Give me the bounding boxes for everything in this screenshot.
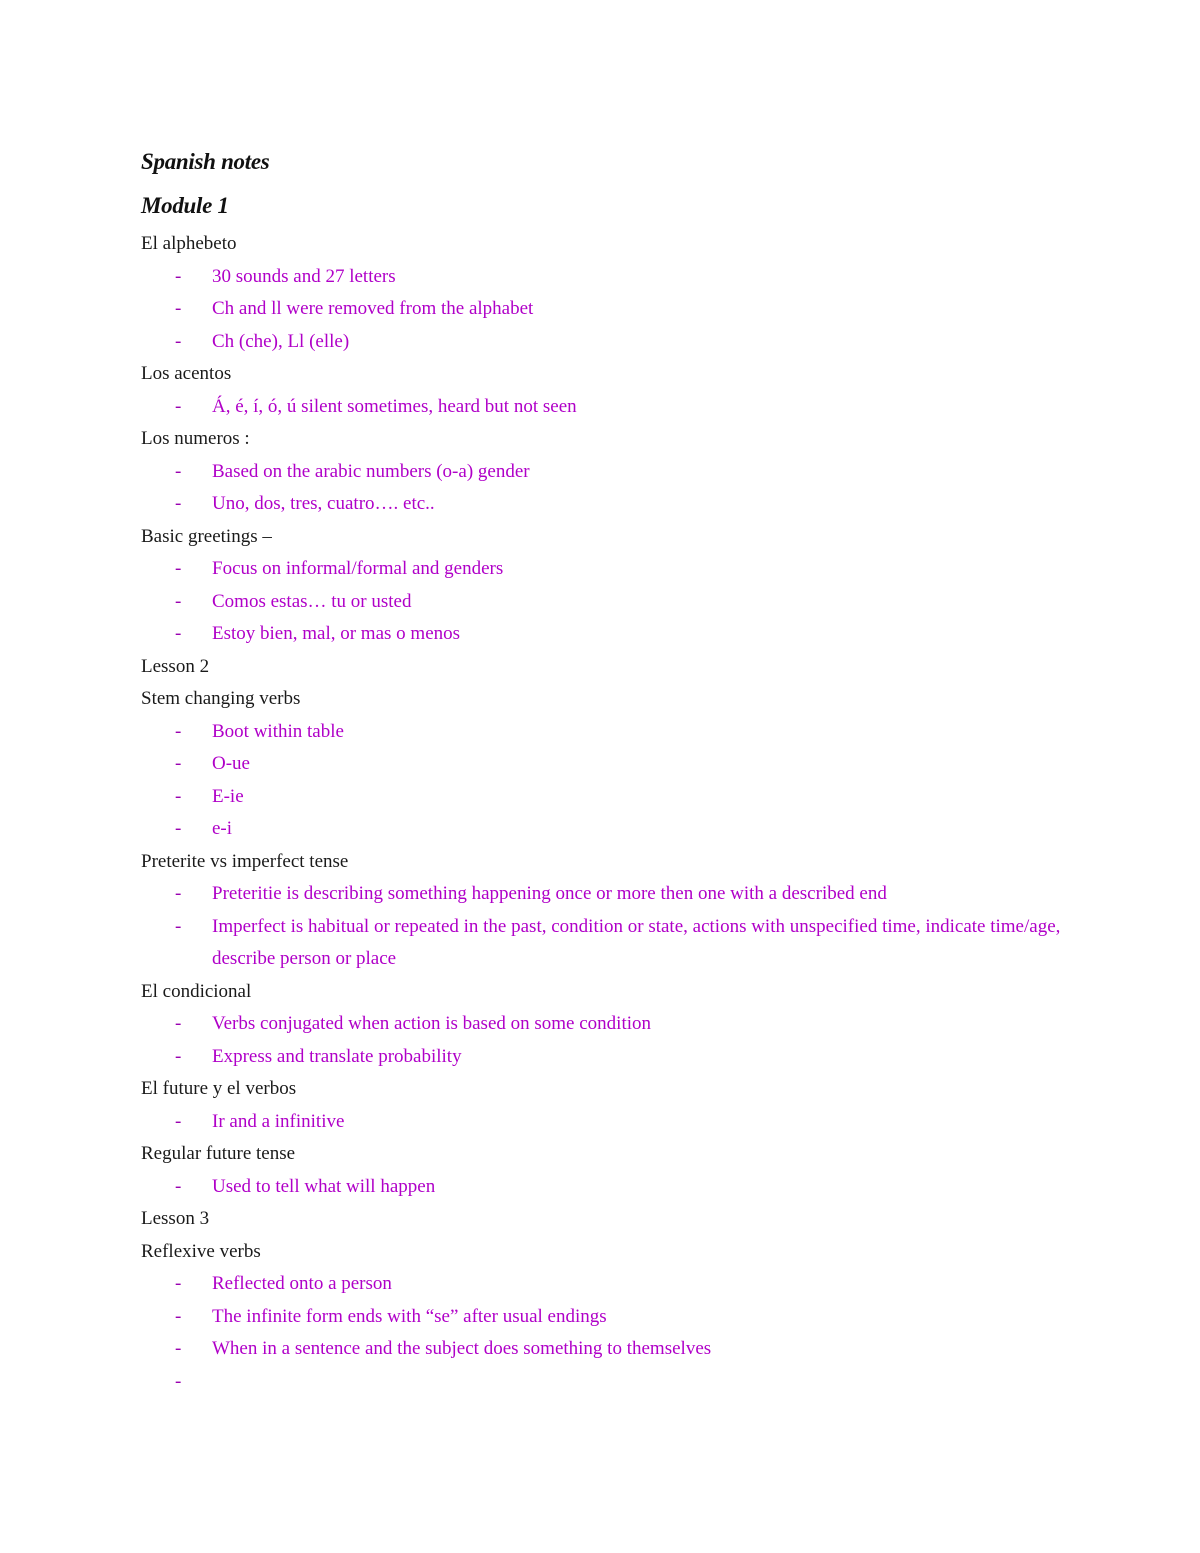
section-heading: Stem changing verbs [141, 688, 301, 709]
bullet-item [141, 293, 1081, 326]
bullet-item [141, 878, 1081, 911]
section-heading: Reflexive verbs [141, 1240, 261, 1262]
dash-bullet-icon: - [175, 395, 182, 417]
dash-bullet-icon: - [175, 883, 182, 904]
bullet-text: O-ue [212, 753, 250, 774]
bullet-item [141, 261, 1081, 294]
bullet-item [141, 488, 1081, 521]
bullet-item [141, 1106, 1081, 1139]
bullet-item [141, 391, 1081, 424]
dash-bullet-icon: - [175, 785, 182, 807]
section-heading: Lesson 3 [141, 1208, 210, 1229]
dash-bullet-icon: - [175, 460, 182, 482]
bullet-text: Used to tell what will happen [212, 1175, 436, 1197]
section-heading: El future y el verbos [141, 1078, 297, 1099]
bullet-item [141, 1171, 1081, 1204]
bullet-text: Based on the arabic numbers (o-a) gender [212, 460, 530, 482]
bullet-item [141, 1008, 1081, 1041]
bullet-text: e-i [212, 818, 233, 839]
bullet-item [141, 716, 1081, 749]
bullet-item [141, 1301, 1081, 1334]
bullet-text: Estoy bien, mal, or mas o menos [212, 623, 461, 644]
dash-bullet-icon: - [175, 1338, 182, 1359]
document-page [141, 140, 1081, 1398]
dash-bullet-icon: - [175, 590, 182, 612]
bullet-item [141, 781, 1081, 814]
bullet-text: Focus on informal/formal and genders [212, 558, 504, 579]
dash-bullet-icon: - [175, 720, 182, 742]
dash-bullet-icon: - [175, 265, 182, 287]
dash-bullet-icon: - [175, 298, 182, 319]
bullet-text: 30 sounds and 27 letters [212, 265, 396, 287]
bullet-item [141, 326, 1081, 359]
bullet-item [141, 748, 1081, 781]
dash-bullet-icon: - [175, 1370, 182, 1392]
bullet-item [141, 911, 1081, 976]
module-title: Module 1 [141, 193, 229, 218]
bullet-text: Ch (che), Ll (elle) [212, 330, 350, 352]
dash-bullet-icon: - [175, 330, 182, 352]
bullet-item [141, 456, 1081, 489]
bullet-text: Preteritie is describing something happening once or more then one with a described end [212, 883, 887, 904]
section-heading: Regular future tense [141, 1143, 296, 1164]
bullet-text: Á, é, í, ó, ú silent sometimes, heard but not seen [212, 395, 577, 417]
dash-bullet-icon: - [175, 1110, 182, 1132]
dash-bullet-icon: - [175, 818, 182, 839]
bullet-text: When in a sentence and the subject does something to themselves [212, 1338, 712, 1359]
section-heading: Preterite vs imperfect tense [141, 850, 349, 872]
bullet-text: The infinite form ends with “se” after usual endings [212, 1305, 607, 1327]
section-heading: Basic greetings – [141, 525, 272, 547]
bullet-text: Uno, dos, tres, cuatro…. etc.. [212, 493, 435, 514]
bullet-item [141, 1333, 1081, 1366]
bullet-text: E-ie [212, 785, 244, 807]
section-heading: Los numeros : [141, 428, 250, 449]
bullet-text: Verbs conjugated when action is based on some condition [212, 1013, 652, 1034]
bullet-item [141, 813, 1081, 846]
bullet-item [141, 586, 1081, 619]
dash-bullet-icon: - [175, 623, 182, 644]
dash-bullet-icon: - [175, 493, 182, 514]
bullet-text: Reflected onto a person [212, 1273, 392, 1294]
bullet-text: Imperfect is habitual or repeated in the past, condition or state, actions with unspecified time, indicate time/age, describe person or place [212, 915, 1061, 969]
section-heading: Lesson 2 [141, 655, 210, 677]
bullet-text: Ch and ll were removed from the alphabet [212, 298, 534, 319]
bullet-item [141, 1268, 1081, 1301]
document-title: Spanish notes [141, 149, 270, 174]
section-heading: El alphebeto [141, 233, 237, 254]
dash-bullet-icon: - [175, 753, 182, 774]
dash-bullet-icon: - [175, 1045, 182, 1067]
bullet-text: Express and translate probability [212, 1045, 462, 1067]
section-heading: El condicional [141, 980, 252, 1002]
bullet-text: Ir and a infinitive [212, 1110, 345, 1132]
dash-bullet-icon: - [175, 1013, 182, 1034]
dash-bullet-icon: - [175, 558, 182, 579]
bullet-item [141, 1041, 1081, 1074]
dash-bullet-icon: - [175, 1273, 182, 1294]
dash-bullet-icon: - [175, 1175, 182, 1197]
section-heading: Los acentos [141, 363, 232, 384]
bullet-text: Comos estas… tu or usted [212, 590, 412, 612]
bullet-item [141, 553, 1081, 586]
dash-bullet-icon: - [175, 1305, 182, 1327]
bullet-text: Boot within table [212, 720, 344, 742]
bullet-item [141, 618, 1081, 651]
dash-bullet-icon: - [175, 915, 182, 937]
bullet-item [141, 1366, 1081, 1399]
notes-body [141, 228, 1081, 1398]
